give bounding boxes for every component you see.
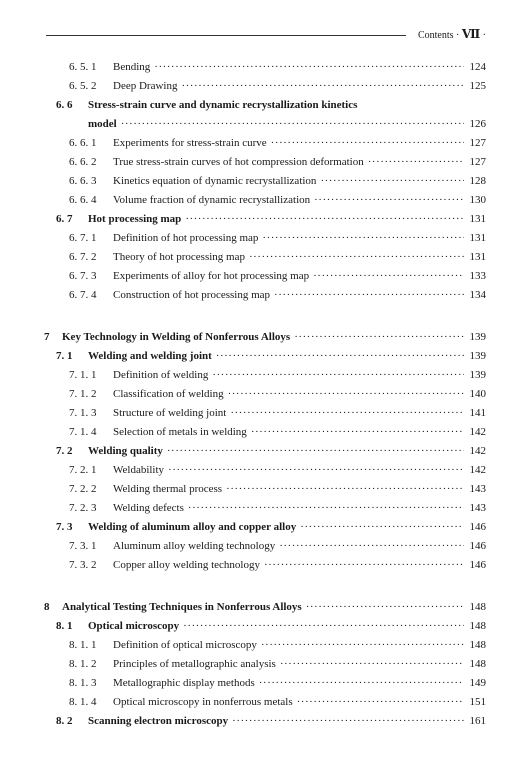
entry-page: 142	[469, 426, 486, 438]
entry-page: 131	[469, 232, 486, 244]
leader-dots	[185, 210, 464, 229]
entry-line	[88, 210, 486, 229]
leader-dots	[368, 153, 464, 172]
entry-title: Kinetics equation of dynamic recrystallization	[113, 175, 317, 187]
entry-number: 7. 1. 4	[69, 426, 97, 438]
leader-dots	[297, 693, 464, 712]
entry-line	[113, 191, 486, 210]
entry-title: Welding of aluminum alloy and copper alloy	[88, 521, 297, 533]
entry-line	[88, 617, 486, 636]
entry-page: 143	[469, 483, 486, 495]
subsection-entry[interactable]	[0, 655, 524, 674]
entry-page: 125	[469, 80, 486, 92]
leader-dots	[271, 134, 464, 153]
entry-title: Definition of optical microscopy	[113, 639, 257, 651]
entry-page: 146	[469, 540, 486, 552]
subsection-entry[interactable]	[0, 537, 524, 556]
leader-dots	[154, 58, 464, 77]
entry-page: 143	[469, 502, 486, 514]
subsection-entry[interactable]	[0, 423, 524, 442]
entry-line	[113, 636, 486, 655]
section-entry[interactable]	[0, 347, 524, 366]
leader-dots	[314, 191, 464, 210]
entry-line	[113, 556, 486, 575]
subsection-entry[interactable]	[0, 404, 524, 423]
entry-line	[113, 366, 486, 385]
subsection-entry[interactable]	[0, 636, 524, 655]
entry-title: Welding and welding joint	[88, 350, 212, 362]
entry-line	[88, 115, 486, 134]
entry-title: Definition of welding	[113, 369, 209, 381]
subsection-entry[interactable]	[0, 248, 524, 267]
entry-number: 7. 1	[56, 350, 73, 362]
entry-number: 7. 2. 3	[69, 502, 97, 514]
entry-number: 6. 6. 1	[69, 137, 97, 149]
entry-page: 139	[469, 369, 486, 381]
entry-title: Scanning electron microscopy	[88, 715, 229, 727]
subsection-entry[interactable]	[0, 556, 524, 575]
entry-title: Deep Drawing	[113, 80, 178, 92]
entry-page: 130	[469, 194, 486, 206]
entry-line	[113, 248, 486, 267]
entry-title: Experiments for stress-strain curve	[113, 137, 267, 149]
entry-title: Metallographic display methods	[113, 677, 255, 689]
entry-number: 6. 7. 4	[69, 289, 97, 301]
entry-number: 7. 2. 2	[69, 483, 97, 495]
chapter-entry[interactable]	[0, 598, 524, 617]
leader-dots	[320, 172, 464, 191]
entry-line	[113, 286, 486, 305]
entry-title: Aluminum alloy welding technology	[113, 540, 276, 552]
leader-dots	[280, 655, 464, 674]
subsection-entry[interactable]	[0, 134, 524, 153]
entry-number: 7	[44, 331, 50, 343]
subsection-entry[interactable]	[0, 499, 524, 518]
section-entry[interactable]	[0, 617, 524, 636]
entry-page: 131	[469, 213, 486, 225]
entry-line	[113, 693, 486, 712]
table-of-contents	[0, 58, 524, 731]
entry-page: 134	[469, 289, 486, 301]
entry-number: 7. 1. 1	[69, 369, 97, 381]
entry-page: 128	[469, 175, 486, 187]
entry-number: 8. 1. 4	[69, 696, 97, 708]
subsection-entry[interactable]	[0, 461, 524, 480]
leader-dots	[188, 499, 464, 518]
leader-dots	[212, 366, 464, 385]
entry-number: 7. 1. 3	[69, 407, 97, 419]
leader-dots	[216, 347, 464, 366]
subsection-entry[interactable]	[0, 480, 524, 499]
entry-page: 124	[469, 61, 486, 73]
subsection-entry[interactable]	[0, 58, 524, 77]
entry-title: Optical microscopy in nonferrous metals	[113, 696, 293, 708]
entry-page: 151	[469, 696, 486, 708]
entry-page: 148	[469, 601, 486, 613]
entry-number: 6. 6	[56, 99, 73, 111]
subsection-entry[interactable]	[0, 77, 524, 96]
entry-number: 8. 1	[56, 620, 73, 632]
entry-page: 127	[469, 156, 486, 168]
entry-page: 142	[469, 445, 486, 457]
running-header	[46, 27, 486, 43]
entry-line	[113, 385, 486, 404]
entry-line	[113, 153, 486, 172]
entry-line	[88, 518, 486, 537]
entry-page: 148	[469, 639, 486, 651]
entry-number: 8. 1. 1	[69, 639, 97, 651]
leader-dots	[251, 423, 464, 442]
header-rule	[46, 35, 406, 36]
entry-page: 126	[469, 118, 486, 130]
entry-line	[113, 58, 486, 77]
leader-dots	[167, 442, 464, 461]
entry-title: Hot processing map	[88, 213, 182, 225]
entry-number: 8. 1. 2	[69, 658, 97, 670]
entry-line	[113, 499, 486, 518]
section-entry-continued[interactable]	[0, 115, 524, 134]
section-entry[interactable]	[0, 96, 524, 115]
entry-number: 7. 3. 2	[69, 559, 97, 571]
chapter-entry[interactable]	[0, 328, 524, 347]
entry-title: Structure of welding joint	[113, 407, 227, 419]
section-entry[interactable]	[0, 210, 524, 229]
entry-page: 161	[469, 715, 486, 727]
entry-page: 139	[469, 331, 486, 343]
entry-page: 131	[469, 251, 486, 263]
subsection-entry[interactable]	[0, 693, 524, 712]
entry-title: Weldability	[113, 464, 165, 476]
section-entry[interactable]	[0, 712, 524, 731]
leader-dots	[306, 598, 464, 617]
entry-page: 148	[469, 620, 486, 632]
leader-dots	[183, 617, 464, 636]
section-entry[interactable]	[0, 442, 524, 461]
leader-dots	[264, 556, 464, 575]
entry-title: Classification of welding	[113, 388, 224, 400]
entry-page: 148	[469, 658, 486, 670]
entry-title: Definition of hot processing map	[113, 232, 259, 244]
header-dot-right: ·	[482, 30, 486, 41]
entry-title: Welding defects	[113, 502, 184, 514]
entry-line	[88, 347, 486, 366]
entry-number: 6. 7	[56, 213, 73, 225]
leader-dots	[121, 115, 464, 134]
entry-number: 8	[44, 601, 50, 613]
subsection-entry[interactable]	[0, 366, 524, 385]
leader-dots	[279, 537, 464, 556]
entry-page: 140	[469, 388, 486, 400]
entry-line	[113, 537, 486, 556]
entry-title: Key Technology in Welding of Nonferrous Alloys	[62, 331, 291, 343]
entry-title: Construction of hot processing map	[113, 289, 271, 301]
entry-line	[62, 328, 486, 347]
subsection-entry[interactable]	[0, 674, 524, 693]
entry-number: 6. 7. 3	[69, 270, 97, 282]
subsection-entry[interactable]	[0, 229, 524, 248]
entry-title: Principles of metallographic analysis	[113, 658, 276, 670]
leader-dots	[313, 267, 464, 286]
entry-number: 8. 2	[56, 715, 73, 727]
entry-line	[88, 442, 486, 461]
entry-page: 141	[469, 407, 486, 419]
entry-title: Bending	[113, 61, 151, 73]
leader-dots	[262, 229, 464, 248]
entry-line	[88, 712, 486, 731]
leader-dots	[294, 328, 464, 347]
entry-number: 6. 5. 1	[69, 61, 97, 73]
entry-line	[113, 229, 486, 248]
leader-dots	[300, 518, 464, 537]
entry-page: 142	[469, 464, 486, 476]
entry-line	[113, 423, 486, 442]
header-label: Contents	[417, 30, 454, 41]
entry-title: Analytical Testing Techniques in Nonferrous Alloys	[62, 601, 302, 613]
leader-dots	[226, 480, 464, 499]
entry-page: 149	[469, 677, 486, 689]
entry-line	[113, 77, 486, 96]
header-dot-left: ·	[456, 30, 460, 41]
entry-line	[113, 655, 486, 674]
entry-line	[113, 404, 486, 423]
entry-title: Volume fraction of dynamic recrystallization	[113, 194, 311, 206]
entry-title: True stress-strain curves of hot compression deformation	[113, 156, 364, 168]
section-entry[interactable]	[0, 518, 524, 537]
page-number-roman: Ⅶ	[461, 27, 481, 41]
entry-line	[62, 598, 486, 617]
leader-dots	[249, 248, 464, 267]
chapter-spacer	[0, 305, 524, 328]
entry-number: 8. 1. 3	[69, 677, 97, 689]
entry-number: 6. 6. 2	[69, 156, 97, 168]
entry-title: Copper alloy welding technology	[113, 559, 260, 571]
leader-dots	[181, 77, 464, 96]
subsection-entry[interactable]	[0, 153, 524, 172]
entry-title-continued: model	[88, 118, 117, 130]
entry-number: 7. 3. 1	[69, 540, 97, 552]
entry-title: Welding quality	[88, 445, 163, 457]
entry-page: 139	[469, 350, 486, 362]
header-text	[418, 27, 486, 42]
entry-page: 127	[469, 137, 486, 149]
entry-number: 7. 3	[56, 521, 73, 533]
entry-number: 6. 5. 2	[69, 80, 97, 92]
leader-dots	[230, 404, 464, 423]
leader-dots	[168, 461, 464, 480]
leader-dots	[228, 385, 464, 404]
entry-title: Optical microscopy	[88, 620, 180, 632]
entry-line	[113, 267, 486, 286]
entry-title: Selection of metals in welding	[113, 426, 247, 438]
entry-number: 6. 7. 2	[69, 251, 97, 263]
chapter-spacer	[0, 575, 524, 598]
subsection-entry[interactable]	[0, 385, 524, 404]
entry-line	[113, 134, 486, 153]
subsection-entry[interactable]	[0, 191, 524, 210]
entry-number: 6. 6. 3	[69, 175, 97, 187]
entry-number: 6. 6. 4	[69, 194, 97, 206]
entry-title: Welding thermal process	[113, 483, 223, 495]
entry-title: Experiments of alloy for hot processing map	[113, 270, 310, 282]
entry-line	[113, 172, 486, 191]
leader-dots	[261, 636, 464, 655]
entry-number: 7. 1. 2	[69, 388, 97, 400]
leader-dots	[232, 712, 464, 731]
entry-title: Stress-strain curve and dynamic recrystallization kinetics	[88, 99, 358, 111]
leader-dots	[259, 674, 464, 693]
entry-title: Theory of hot processing map	[113, 251, 245, 263]
leader-dots	[274, 286, 464, 305]
subsection-entry[interactable]	[0, 172, 524, 191]
entry-number: 7. 2. 1	[69, 464, 97, 476]
entry-line	[113, 480, 486, 499]
entry-number: 6. 7. 1	[69, 232, 97, 244]
subsection-entry[interactable]	[0, 286, 524, 305]
entry-page: 146	[469, 521, 486, 533]
entry-page: 133	[469, 270, 486, 282]
entry-line	[113, 674, 486, 693]
entry-line	[113, 461, 486, 480]
entry-number: 7. 2	[56, 445, 73, 457]
entry-page: 146	[469, 559, 486, 571]
subsection-entry[interactable]	[0, 267, 524, 286]
